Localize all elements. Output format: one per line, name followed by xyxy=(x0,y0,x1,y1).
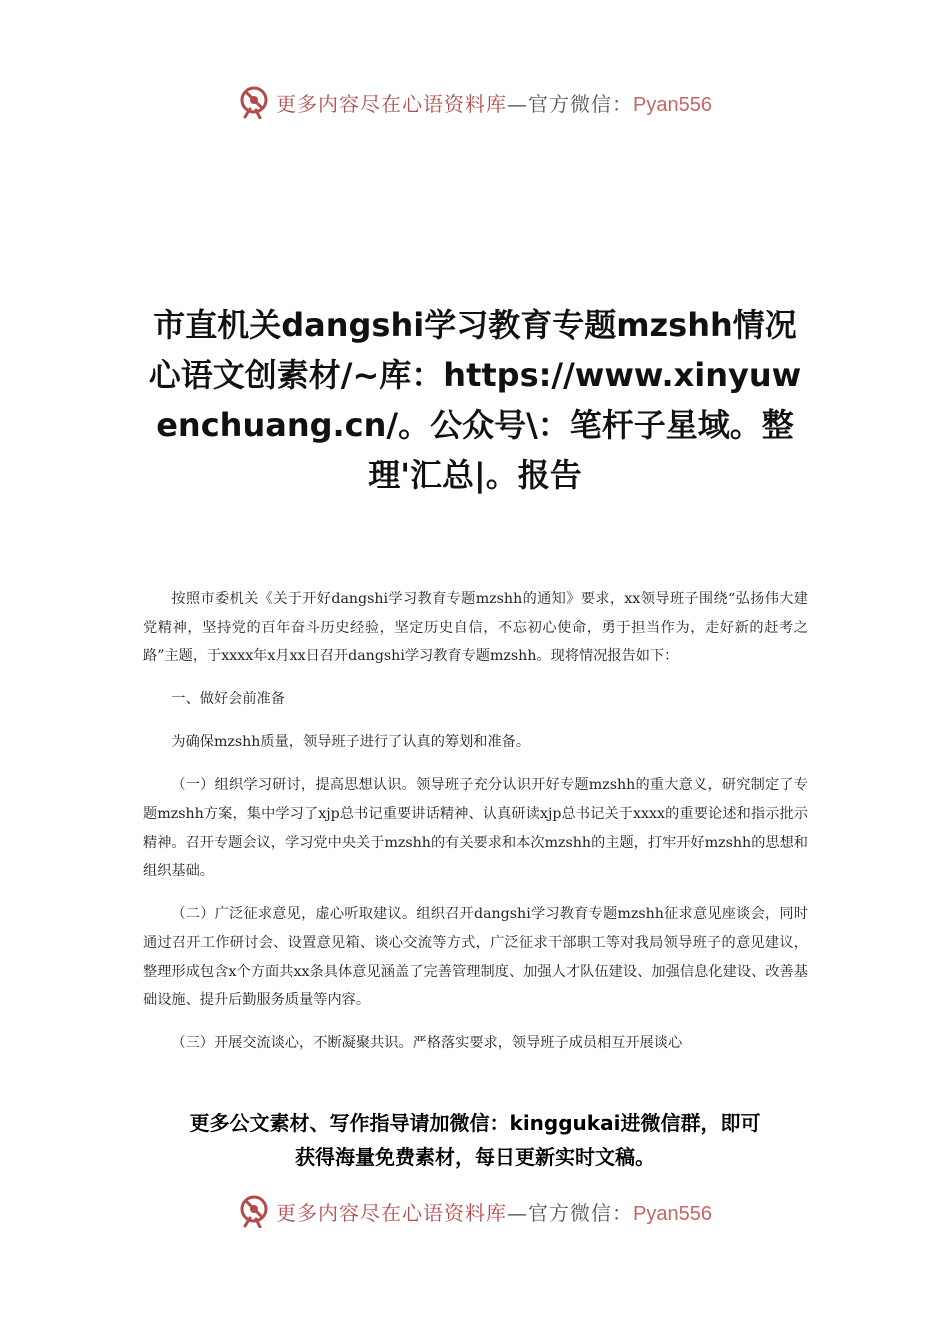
banner-main-text: 更多内容尽在心语资料库 xyxy=(276,91,508,116)
ribbon-logo-icon xyxy=(238,85,272,119)
banner-wechat-id: Pyan556 xyxy=(633,93,712,116)
banner-dash: — xyxy=(507,1200,529,1225)
promo-line-1: 更多公文素材、写作指导请加微信：kinggukai进微信群，即可 xyxy=(189,1111,761,1135)
body-paragraph: 为确保mzshh质量，领导班子进行了认真的筹划和准备。 xyxy=(171,734,531,751)
ribbon-logo-icon xyxy=(238,1194,272,1228)
body-paragraph: （一）组织学习研讨，提高思想认识。领导班子充分认识开好专题mzshh的重大意义，研究制定了专题mzshh方案，集中学习了xjp总书记重要讲话精神、认真研读xjp总书记关于xxxx的重要论述和指示批示精神。召开专题会议，学习党中央关于mzshh的有关要求和本次mzshh的主题，打牢开好mzshh的思想和组织基础。 xyxy=(143,777,808,880)
banner-text xyxy=(276,88,712,117)
document-body xyxy=(143,585,808,1072)
banner-official-label: 官方微信： xyxy=(528,1200,634,1225)
body-paragraph: （二）广泛征求意见，虚心听取建议。组织召开dangshi学习教育专题mzshh征求意见座谈会，同时通过召开工作研讨会、设置意见箱、谈心交流等方式，广泛征求干部职工等对我局领导班子的意见建议，整理形成包含x个方面共xx条具体意见涵盖了完善管理制度、加强人才队伍建设、加强信息化建设、改善基础设施、提升后勤服务质量等内容。 xyxy=(143,906,808,1009)
document-title: 市直机关dangshi学习教育专题mzshh情况心语文创素材/~库：https://www.xinyuwenchuang.cn/。公众号\：笔杆子星域。整理'汇总|。报告 xyxy=(148,306,802,494)
banner-wechat-id: Pyan556 xyxy=(633,1202,712,1225)
banner-text xyxy=(276,1197,712,1226)
body-paragraph: （三）开展交流谈心，不断凝聚共识。严格落实要求，领导班子成员相互开展谈心 xyxy=(171,1035,683,1052)
body-paragraph: 按照市委机关《关于开好dangshi学习教育专题mzshh的通知》要求，xx领导班子围绕“弘扬伟大建党精神，坚持党的百年奋斗历史经验，坚定历史自信，不忘初心使命，勇于担当作为，走好新的赶考之路”主题，于xxxx年x月xx日召开dangshi学习教育专题mzshh。现将情况报告如下： xyxy=(143,591,808,665)
section-heading: 一、做好会前准备 xyxy=(171,691,285,708)
promo-line-2: 获得海量免费素材，每日更新实时文稿。 xyxy=(295,1145,655,1169)
header-banner xyxy=(0,82,950,122)
promo-footer xyxy=(120,1106,830,1174)
banner-official-label: 官方微信： xyxy=(528,91,634,116)
banner-main-text: 更多内容尽在心语资料库 xyxy=(276,1200,508,1225)
banner-dash: — xyxy=(507,91,529,116)
footer-banner xyxy=(0,1191,950,1231)
